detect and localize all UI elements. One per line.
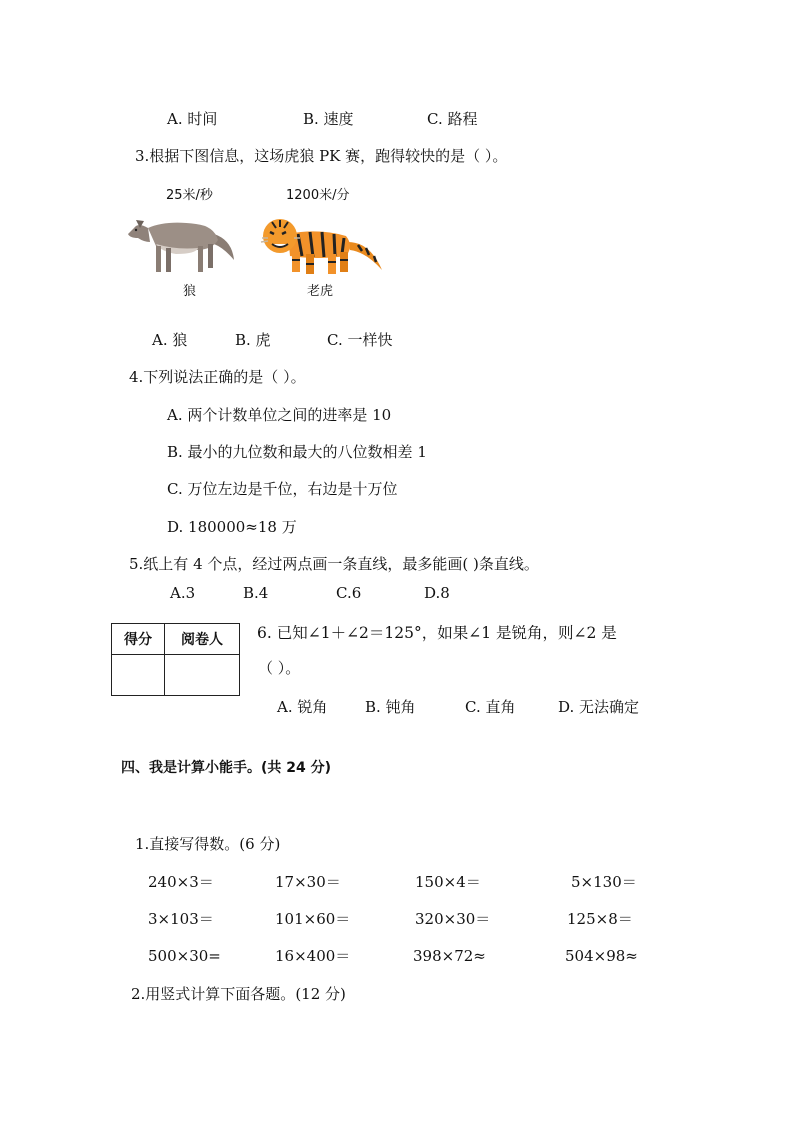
- tiger-image: [258, 212, 386, 276]
- q2-option-b: B. 速度: [303, 110, 354, 128]
- q4-question: 4.下列说法正确的是（ ）。: [129, 368, 306, 386]
- q4-option-d: D. 180000≈18 万: [167, 518, 297, 536]
- q3-option-c: C. 一样快: [327, 331, 393, 349]
- section-four-sub1: 1.直接写得数。(6 分): [135, 835, 281, 853]
- tiger-speed-label: 1200米/分: [286, 188, 350, 203]
- q6-blank: （ ）。: [258, 659, 301, 677]
- q4-option-c: C. 万位左边是千位，右边是十万位: [167, 480, 398, 498]
- q5-question: 5.纸上有 4 个点，经过两点画一条直线，最多能画( )条直线。: [129, 555, 539, 573]
- calc-item: 16×400＝: [275, 947, 351, 965]
- tiger-name: 老虎: [307, 284, 334, 299]
- calc-item: 504×98≈: [565, 947, 638, 965]
- calc-item: 240×3＝: [148, 873, 214, 891]
- calc-item: 5×130＝: [571, 873, 637, 891]
- score-header: 得分: [112, 624, 165, 655]
- calc-item: 125×8＝: [567, 910, 633, 928]
- score-cell: [112, 655, 165, 696]
- q3-option-b: B. 虎: [235, 331, 271, 349]
- q2-option-a: A. 时间: [167, 110, 218, 128]
- calc-item: 500×30=: [148, 947, 221, 965]
- wolf-name: 狼: [183, 284, 197, 299]
- q4-option-b: B. 最小的九位数和最大的八位数相差 1: [167, 443, 427, 461]
- calc-item: 320×30＝: [415, 910, 491, 928]
- q5-option-b: B.4: [243, 584, 269, 602]
- q6-option-c: C. 直角: [465, 698, 516, 716]
- q3-question: 3.根据下图信息，这场虎狼 PK 赛，跑得较快的是（ ）。: [135, 147, 508, 165]
- q6-option-d: D. 无法确定: [558, 698, 640, 716]
- q6-option-b: B. 钝角: [365, 698, 416, 716]
- grader-header: 阅卷人: [165, 624, 240, 655]
- grader-cell: [165, 655, 240, 696]
- q3-option-a: A. 狼: [152, 331, 188, 349]
- q5-option-d: D.8: [424, 584, 450, 602]
- wolf-speed-label: 25米/秒: [166, 188, 213, 203]
- calc-item: 101×60＝: [275, 910, 351, 928]
- q2-option-c: C. 路程: [427, 110, 478, 128]
- q6-question: 6. 已知∠1＋∠2＝125°，如果∠1 是锐角，则∠2 是: [257, 624, 617, 642]
- q5-option-c: C.6: [336, 584, 362, 602]
- score-box: [111, 623, 240, 696]
- section-four-sub2: 2.用竖式计算下面各题。(12 分): [131, 985, 346, 1003]
- section-four-title: 四、我是计算小能手。(共 24 分): [121, 760, 332, 776]
- calc-item: 398×72≈: [413, 947, 486, 965]
- wolf-image: [126, 206, 238, 276]
- calc-item: 3×103＝: [148, 910, 214, 928]
- calc-item: 150×4＝: [415, 873, 481, 891]
- q5-option-a: A.3: [170, 584, 196, 602]
- calc-item: 17×30＝: [275, 873, 341, 891]
- q6-option-a: A. 锐角: [277, 698, 328, 716]
- q4-option-a: A. 两个计数单位之间的进率是 10: [167, 406, 392, 424]
